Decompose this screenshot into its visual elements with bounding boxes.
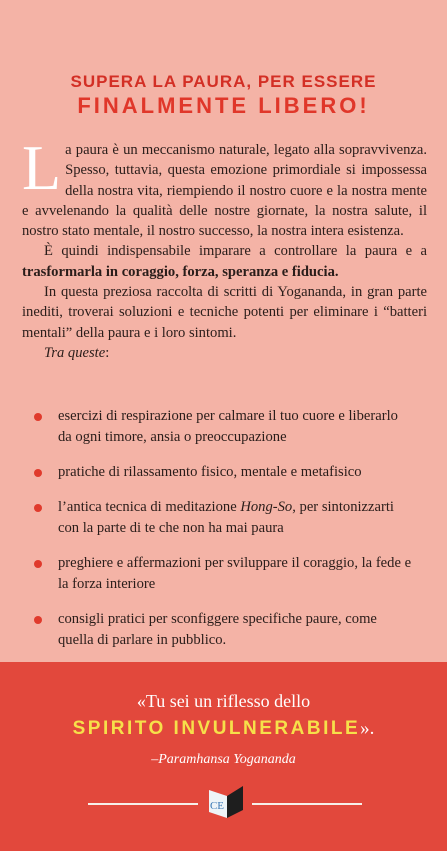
bullet-dot-icon [34, 469, 42, 477]
drop-cap: L [22, 132, 62, 203]
bullet-item [32, 406, 412, 448]
intro-paragraph-4-colon: : [105, 344, 110, 361]
intro-paragraph-3: In questa preziosa raccolta di scritti di Yogananda, in gran parte inediti, troverai soluzioni e tecniche potenti per eliminare i “batteri mentali” della paura e i loro sintomi. [22, 284, 427, 341]
bullet-item [32, 462, 412, 483]
quote-line1: «Tu sei un riflesso dello [136, 691, 311, 711]
quote-line2 [0, 718, 447, 740]
bullet-text: esercizi di respirazione per calmare il tuo cuore e liberarlo da ogni timore, ansia o preoccupazione [58, 408, 398, 445]
bullet-text: consigli pratici per sconfiggere specifiche paure, come quella di parlare in pubblico. [58, 611, 377, 648]
intro-paragraph-4-italic: Tra queste [44, 344, 106, 361]
quote-highlight: SPIRITO INVULNERABILE [72, 718, 361, 739]
bullet-text-post: , per sintonizzarti con la parte di te che non ha mai paura [58, 499, 394, 536]
quote-close: ». [360, 718, 375, 739]
bullet-dot-icon [34, 560, 42, 568]
bullet-item [32, 553, 412, 595]
bullet-item [32, 609, 412, 651]
intro-paragraph-1: a paura è un meccanismo naturale, legato alla sopravvivenza. Spesso, tuttavia, questa emozione primordiale si impossessa della nostra vita, riempiendo il nostro cuore e la nostra mente e avvelenando la qualità delle nostre giornate, la nostra salute, il nostro stato mentale, il nostro successo, la nostra intera esistenza. [22, 142, 427, 240]
intro-paragraph-2-bold: trasformarla in coraggio, forza, speranza e fiducia. [22, 263, 339, 280]
publisher-logo-icon [205, 782, 245, 822]
divider-left [88, 803, 198, 805]
headline-line1: SUPERA LA PAURA, PER ESSERE [70, 72, 377, 91]
divider-right [252, 803, 362, 805]
bullet-text: preghiere e affermazioni per sviluppare il coraggio, la fede e la forza interiore [58, 555, 412, 592]
quote-author: –Paramhansa Yogananda [151, 752, 296, 767]
logo-letters: CE [209, 800, 225, 812]
bullet-dot-icon [34, 413, 42, 421]
intro-paragraph-2-text: È quindi indispensabile imparare a controllare la paura e a [44, 243, 427, 260]
bullet-text: pratiche di rilassamento fisico, mentale e metafisico [58, 464, 362, 480]
bullet-dot-icon [34, 616, 42, 624]
bullet-list [32, 406, 412, 665]
bullet-text-pre: l’antica tecnica di meditazione [58, 499, 241, 515]
bullet-dot-icon [34, 504, 42, 512]
intro-text [22, 132, 427, 363]
bullet-text-italic: Hong-So [240, 499, 293, 515]
intro-paragraph-4 [22, 343, 427, 363]
intro-paragraph-2 [22, 241, 427, 282]
headline-line2: FINALMENTE LIBERO! [77, 93, 370, 118]
bullet-item [32, 497, 412, 539]
